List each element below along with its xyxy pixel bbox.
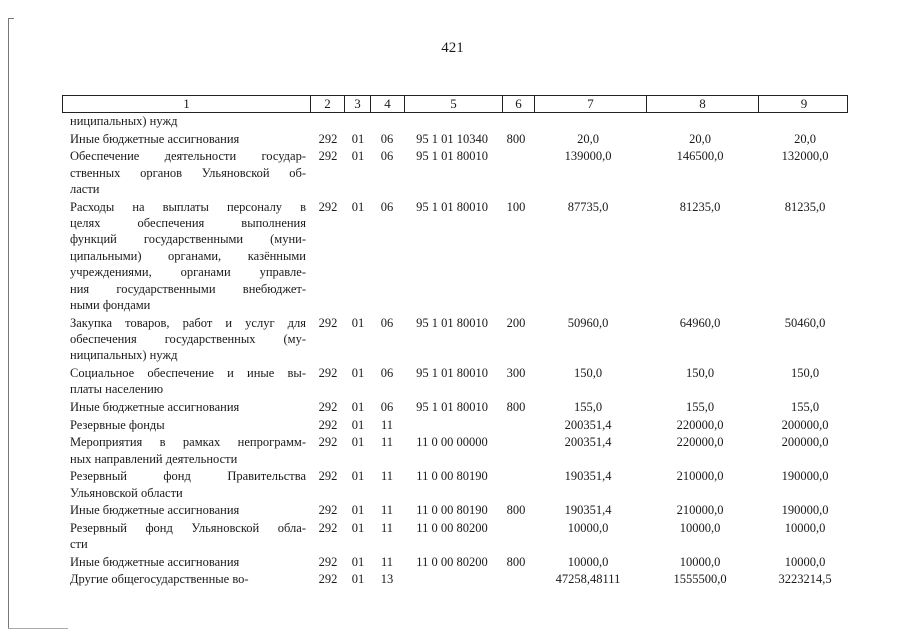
subsection-code: 06: [380, 400, 394, 414]
target-article: 11 0 00 80200: [416, 520, 488, 535]
amount-col-7: 150,0: [573, 366, 603, 380]
chapter-code: 292: [318, 572, 338, 587]
target-article: 11 0 00 80190: [416, 503, 488, 518]
target-article: 95 1 01 80010: [416, 366, 488, 380]
amount-col-9: 10000,0: [784, 520, 826, 535]
subsection-code: 11: [380, 435, 394, 450]
amount-col-8: 10000,0: [679, 554, 721, 569]
expense-type: 800: [506, 131, 526, 146]
subsection-code: 06: [380, 199, 394, 214]
description-line: Иные бюджетные ассигнования: [70, 400, 240, 414]
section-code: 01: [351, 520, 365, 535]
amount-col-9: 10000,0: [784, 554, 826, 569]
amount-col-9: 200000,0: [781, 417, 829, 432]
row-description: [70, 399, 306, 415]
description-line: Расходы на выплаты персоналу в: [70, 199, 306, 214]
amount-col-7: 50960,0: [567, 315, 609, 330]
description-line: целях обеспечения выполнения: [70, 216, 306, 230]
chapter-code: 292: [318, 417, 338, 432]
description-line: ласти: [70, 182, 100, 196]
amount-col-8: 146500,0: [676, 149, 724, 164]
amount-col-8: 210000,0: [676, 503, 724, 518]
description-line: обеспечения государственных (му-: [70, 332, 306, 346]
section-code: 01: [351, 315, 365, 330]
row-description: [70, 434, 306, 467]
description-line: ственных органов Ульяновской об-: [70, 165, 306, 180]
row-description: [70, 148, 306, 197]
header-col-8: 8: [647, 96, 759, 112]
amount-col-9: 50460,0: [784, 315, 826, 330]
row-description: [70, 468, 306, 501]
subsection-code: 11: [380, 520, 394, 535]
amount-col-7: 139000,0: [564, 149, 612, 164]
row-description: [70, 520, 306, 553]
description-line: Обеспечение деятельности государ-: [70, 149, 306, 164]
chapter-code: 292: [318, 199, 338, 214]
expense-type: 100: [506, 199, 526, 214]
amount-col-7: 200351,4: [564, 417, 612, 432]
target-article: 95 1 01 10340: [416, 131, 488, 146]
amount-col-8: 220000,0: [676, 417, 724, 432]
section-code: 01: [351, 131, 365, 146]
description-line: функций государственными (муни-: [70, 232, 306, 247]
subsection-code: 11: [380, 503, 394, 518]
chapter-code: 292: [318, 149, 338, 164]
subsection-code: 06: [380, 149, 394, 164]
description-line: Иные бюджетные ассигнования: [70, 503, 240, 518]
amount-col-8: 81235,0: [679, 199, 721, 214]
header-col-6: 6: [503, 96, 535, 112]
section-code: 01: [351, 469, 365, 484]
row-description: [70, 199, 306, 314]
description-line: ных направлений деятельности: [70, 451, 238, 466]
target-article: 95 1 01 80010: [416, 400, 488, 414]
header-col-5: 5: [405, 96, 503, 112]
amount-col-8: 155,0: [685, 400, 715, 414]
amount-col-9: 20,0: [794, 131, 816, 146]
section-code: 01: [351, 554, 365, 569]
section-code: 01: [351, 199, 365, 214]
amount-col-7: 200351,4: [564, 435, 612, 450]
subsection-code: 06: [380, 366, 394, 380]
section-code: 01: [351, 435, 365, 450]
description-line: ципальными) органами, казёнными: [70, 248, 306, 263]
amount-col-9: 150,0: [790, 366, 820, 380]
description-line: Резервные фонды: [70, 417, 165, 432]
description-line: Закупка товаров, работ и услуг для: [70, 315, 306, 330]
amount-col-9: 132000,0: [781, 149, 829, 164]
amount-col-9: 190000,0: [781, 469, 829, 484]
row-description: [70, 417, 306, 433]
description-line: учреждениями, органами управле-: [70, 265, 306, 280]
bottom-margin-rule: [8, 628, 68, 629]
amount-col-7: 20,0: [577, 131, 599, 146]
column-number-header: [62, 95, 848, 113]
subsection-code: 13: [380, 572, 394, 587]
header-col-9: 9: [800, 96, 808, 111]
subsection-code: 11: [380, 554, 394, 569]
expense-type: 300: [506, 366, 526, 380]
amount-col-8: 1555500,0: [673, 572, 727, 587]
subsection-code: 11: [380, 417, 394, 432]
amount-col-9: 155,0: [790, 400, 820, 414]
description-line: ния государственными внебюджет-: [70, 281, 306, 296]
target-article: 95 1 01 80010: [416, 149, 488, 164]
row-description: [70, 365, 306, 398]
target-article: 11 0 00 80200: [416, 554, 488, 569]
amount-col-7: 190351,4: [564, 469, 612, 484]
top-margin-rule: [8, 18, 14, 19]
expense-type: 200: [506, 315, 526, 330]
header-col-1: 1: [63, 96, 311, 112]
description-line: Мероприятия в рамках непрограмм-: [70, 435, 306, 450]
row-description: [70, 571, 306, 587]
chapter-code: 292: [318, 400, 338, 414]
row-description: [70, 131, 306, 147]
description-line: Ульяновской области: [70, 485, 183, 500]
target-article: 95 1 01 80010: [416, 315, 488, 330]
section-code: 01: [351, 400, 365, 414]
description-line: сти: [70, 537, 88, 552]
subsection-code: 11: [380, 469, 394, 484]
description-line: Резервный фонд Правительства: [70, 469, 306, 484]
section-code: 01: [351, 503, 365, 518]
header-col-3: 3: [345, 96, 371, 112]
amount-col-8: 220000,0: [676, 435, 724, 450]
amount-col-7: 10000,0: [567, 520, 609, 535]
amount-col-7: 87735,0: [567, 199, 609, 214]
amount-col-7: 190351,4: [564, 503, 612, 518]
description-line: Иные бюджетные ассигнования: [70, 131, 240, 146]
description-line: платы населению: [70, 382, 164, 397]
description-line: ниципальных) нужд: [70, 114, 178, 128]
expense-type: 800: [506, 554, 526, 569]
chapter-code: 292: [318, 315, 338, 330]
chapter-code: 292: [318, 520, 338, 535]
subsection-code: 06: [380, 131, 394, 146]
chapter-code: 292: [318, 469, 338, 484]
chapter-code: 292: [318, 366, 338, 380]
section-code: 01: [351, 149, 365, 164]
target-article: 11 0 00 00000: [416, 435, 488, 450]
section-code: 01: [351, 417, 365, 432]
header-col-4: 4: [371, 96, 405, 112]
description-line: ными фондами: [70, 298, 151, 313]
description-line: Социальное обеспечение и иные вы-: [70, 366, 306, 380]
section-code: 01: [351, 572, 365, 587]
left-margin-rule: [8, 18, 9, 628]
row-description: [70, 554, 306, 570]
chapter-code: 292: [318, 554, 338, 569]
chapter-code: 292: [318, 131, 338, 146]
row-description: [70, 113, 306, 129]
row-description: [70, 502, 306, 518]
header-col-2: 2: [311, 96, 345, 112]
target-article: 95 1 01 80010: [416, 199, 488, 214]
amount-col-8: 210000,0: [676, 469, 724, 484]
header-col-7: 7: [535, 96, 647, 112]
chapter-code: 292: [318, 435, 338, 450]
chapter-code: 292: [318, 503, 338, 518]
section-code: 01: [351, 366, 365, 380]
description-line: Резервный фонд Ульяновской обла-: [70, 520, 306, 535]
amount-col-8: 150,0: [685, 366, 715, 380]
amount-col-9: 81235,0: [784, 199, 826, 214]
amount-col-9: 200000,0: [781, 435, 829, 450]
target-article: 11 0 00 80190: [416, 469, 488, 484]
amount-col-9: 3223214,5: [778, 572, 832, 587]
amount-col-7: 10000,0: [567, 554, 609, 569]
expense-type: 800: [506, 400, 526, 414]
description-line: Другие общегосударственные во-: [70, 572, 249, 587]
description-line: ниципальных) нужд: [70, 348, 178, 363]
amount-col-9: 190000,0: [781, 503, 829, 518]
description-line: Иные бюджетные ассигнования: [70, 554, 240, 569]
subsection-code: 06: [380, 315, 394, 330]
expense-type: 800: [506, 503, 526, 518]
amount-col-8: 10000,0: [679, 520, 721, 535]
row-description: [70, 315, 306, 364]
amount-col-8: 64960,0: [679, 315, 721, 330]
page-number: 421: [441, 40, 464, 56]
amount-col-7: 155,0: [573, 400, 603, 414]
amount-col-7: 47258,48111: [555, 572, 621, 587]
amount-col-8: 20,0: [689, 131, 711, 146]
